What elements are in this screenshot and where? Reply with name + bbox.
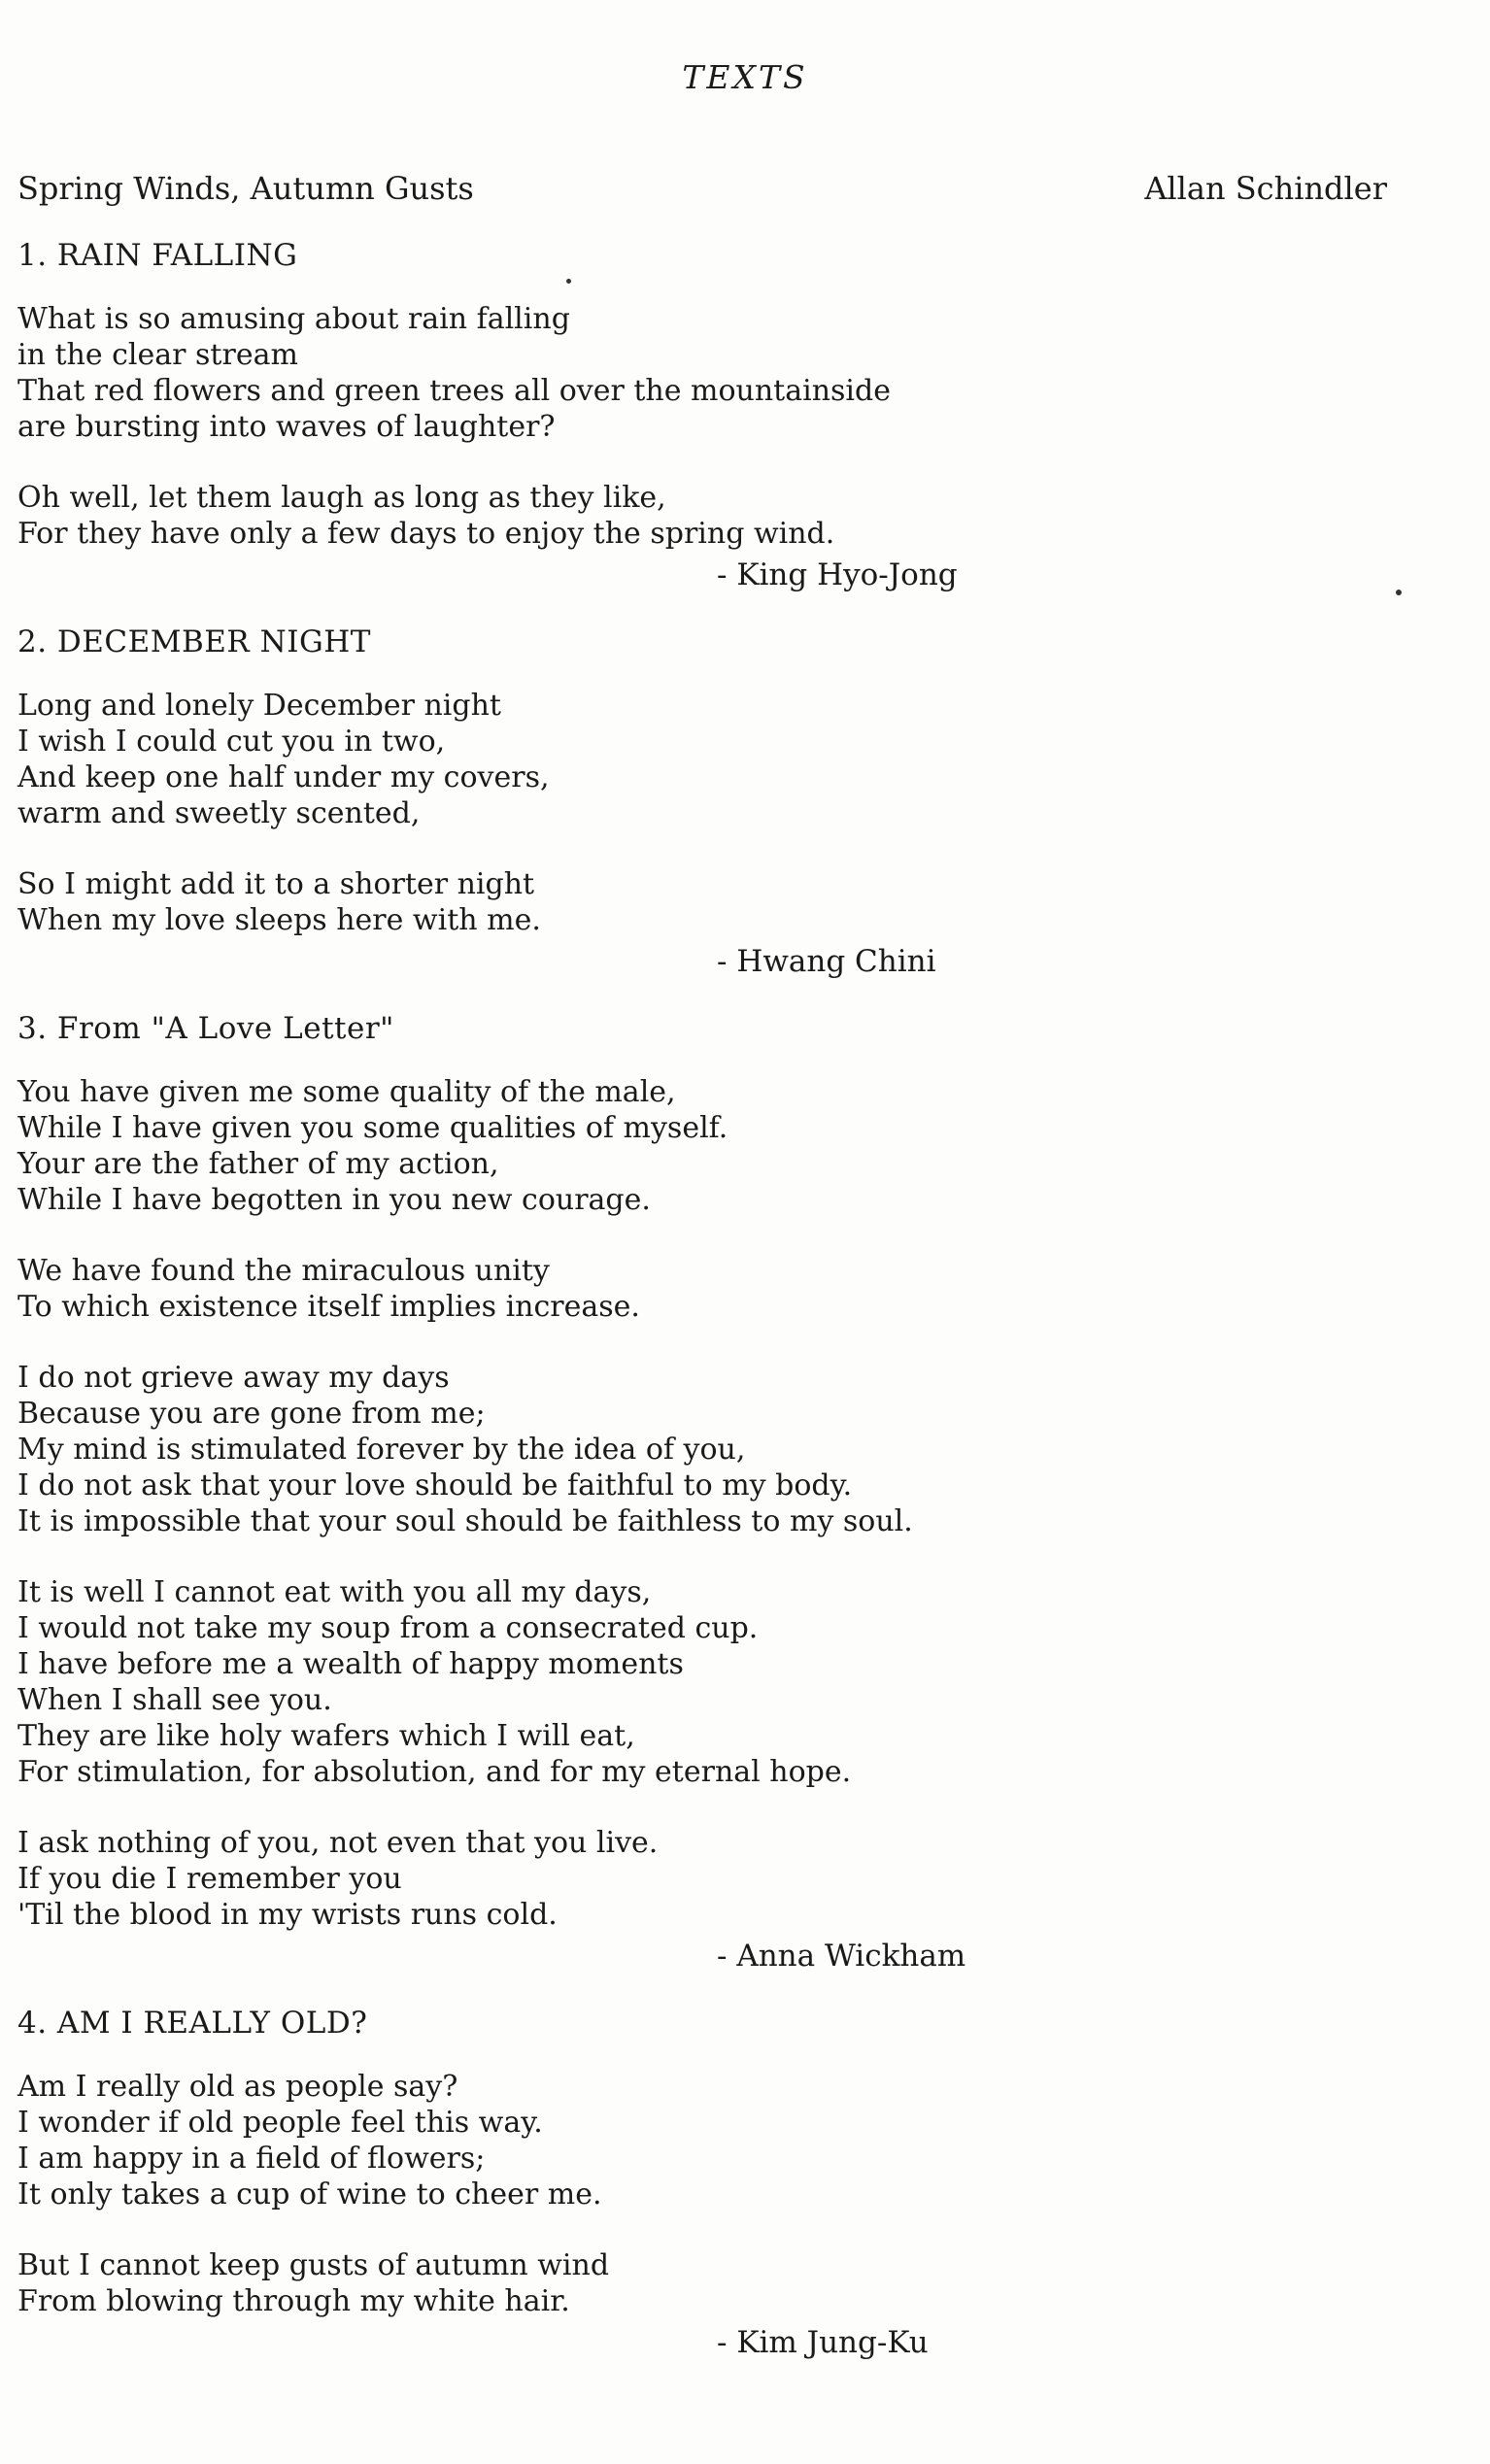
stanza — [17, 1074, 1455, 1218]
poem-section — [17, 1011, 1455, 1975]
piece-header — [17, 170, 1387, 207]
poem-line: For stimulation, for absolution, and for my eternal hope. — [17, 1755, 852, 1789]
stanza — [17, 301, 1455, 445]
scan-speck — [1396, 590, 1402, 595]
scan-speck — [566, 279, 571, 284]
poem-line: It is well I cannot eat with you all my days, — [17, 1575, 652, 1609]
poem-line: warm and sweetly scented, — [17, 796, 421, 830]
poem-line: I have before me a wealth of happy moments — [17, 1647, 684, 1681]
stanza — [17, 2069, 1455, 2212]
poem-line: My mind is stimulated forever by the idea of you, — [17, 1433, 746, 1467]
poem-line: It only takes a cup of wine to cheer me. — [17, 2177, 602, 2211]
poem-texts — [17, 238, 1455, 2392]
poem-line: Oh well, let them laugh as long as they like, — [17, 481, 666, 515]
stanza — [17, 1253, 1455, 1325]
poem-line: For they have only a few days to enjoy the spring wind. — [17, 517, 835, 551]
poem-line: Your are the father of my action, — [17, 1147, 499, 1181]
section-heading: 3. From "A Love Letter" — [17, 1011, 394, 1046]
poem-line: While I have given you some qualities of myself. — [17, 1111, 728, 1145]
stanza — [17, 1825, 1455, 1933]
poem-line: So I might add it to a shorter night — [17, 867, 535, 901]
stanza — [17, 866, 1455, 938]
poem-line: When I shall see you. — [17, 1683, 332, 1717]
stanza — [17, 1360, 1455, 1539]
stanza — [17, 1574, 1455, 1790]
poem-line: Because you are gone from me; — [17, 1397, 486, 1431]
poem-line: To which existence itself implies increase. — [17, 1290, 640, 1324]
composer-name: Allan Schindler — [1144, 170, 1387, 207]
poem-line: You have given me some quality of the male, — [17, 1075, 676, 1109]
stanza — [17, 480, 1455, 552]
stanza — [17, 688, 1455, 831]
poem-line: We have found the miraculous unity — [17, 1254, 550, 1288]
section-heading: 1. RAIN FALLING — [17, 238, 298, 273]
poem-line: I ask nothing of you, not even that you live. — [17, 1826, 659, 1860]
poem-line: But I cannot keep gusts of autumn wind — [17, 2248, 610, 2282]
poem-line: From blowing through my white hair. — [17, 2284, 570, 2318]
poem-line: They are like holy wafers which I will eat, — [17, 1719, 635, 1753]
poem-section — [17, 238, 1455, 593]
poem-line: If you die I remember you — [17, 1862, 402, 1896]
poem-line: I do not ask that your love should be faithful to my body. — [17, 1468, 853, 1502]
poem-section — [17, 2006, 1455, 2361]
poem-attribution: - King Hyo-Jong — [717, 557, 958, 592]
poem-line: are bursting into waves of laughter? — [17, 410, 556, 444]
poem-line: And keep one half under my covers, — [17, 760, 550, 794]
poem-line: While I have begotten in you new courage. — [17, 1183, 651, 1217]
poem-attribution: - Kim Jung-Ku — [717, 2325, 929, 2360]
poem-section — [17, 624, 1455, 980]
piece-title: Spring Winds, Autumn Gusts — [17, 170, 474, 207]
stanza — [17, 2247, 1455, 2319]
poem-line: When my love sleeps here with me. — [17, 903, 541, 937]
poem-line: Long and lonely December night — [17, 689, 501, 723]
poem-attribution: - Hwang Chini — [717, 944, 936, 979]
poem-line: I am happy in a field of flowers; — [17, 2142, 486, 2176]
poem-line: in the clear stream — [17, 338, 298, 372]
poem-line: I would not take my soup from a consecrated cup. — [17, 1611, 759, 1645]
section-heading: 4. AM I REALLY OLD? — [17, 2006, 368, 2041]
poem-line: Am I really old as people say? — [17, 2070, 458, 2104]
poem-line: I wonder if old people feel this way. — [17, 2106, 543, 2140]
page-title: TEXTS — [682, 58, 808, 96]
poem-line: I wish I could cut you in two, — [17, 725, 446, 759]
poem-line: What is so amusing about rain falling — [17, 302, 570, 336]
section-heading: 2. DECEMBER NIGHT — [17, 624, 371, 659]
poem-attribution: - Anna Wickham — [717, 1939, 966, 1974]
poem-line: I do not grieve away my days — [17, 1361, 450, 1395]
poem-line: It is impossible that your soul should be faithless to my soul. — [17, 1504, 913, 1538]
poem-line: That red flowers and green trees all over the mountainside — [17, 374, 891, 408]
poem-line: 'Til the blood in my wrists runs cold. — [17, 1898, 558, 1932]
